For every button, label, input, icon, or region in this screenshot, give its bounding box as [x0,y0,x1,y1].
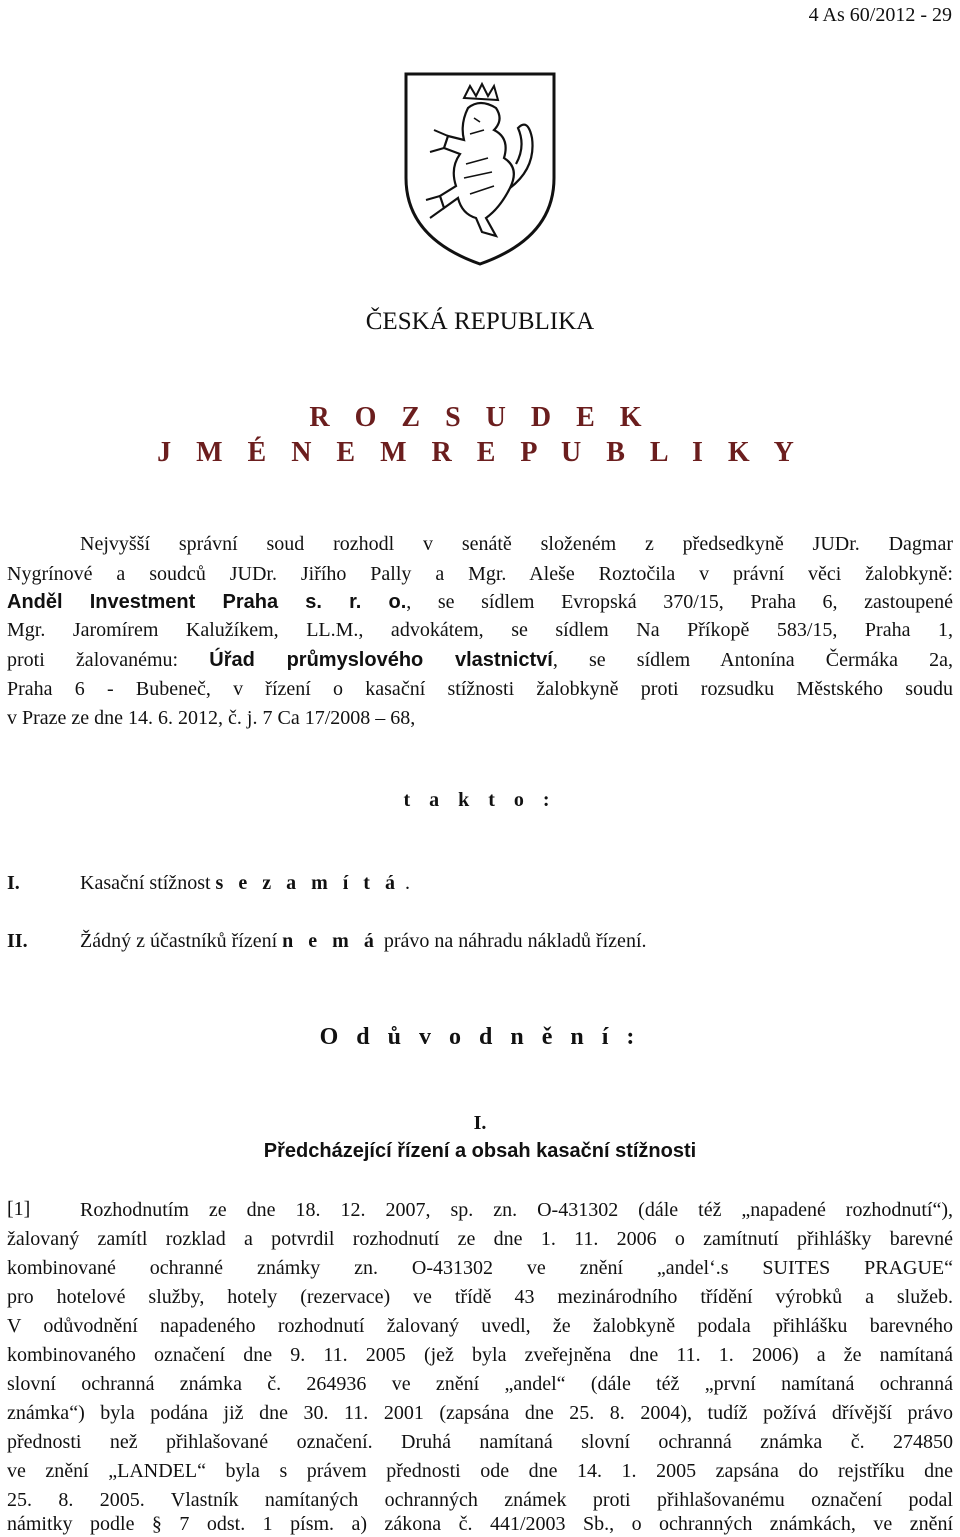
defendant-label: proti žalovanému: [7,649,210,671]
para-line-7: slovní ochranná známka č. 264936 ve znění „andel“ (dále též „první namítaná ochranná [7,1373,953,1395]
defendant-name: Úřad průmyslového vlastnictví [209,649,553,671]
intro-line-2: Nygrínové a soudců JUDr. Jiřího Pally a Mgr. Aleše Roztočila v právní věci žalobkyně: [7,563,953,585]
section-title: Předcházející řízení a obsah kasační stížnosti [263,1140,697,1162]
para-line-6: kombinovaného označení dne 9. 11. 2005 (jež byla zveřejněna dne 11. 1. 2006) a že namítaná [7,1344,953,1366]
para-line-11: 25. 8. 2005. Vlastník namítaných ochranných známek proti přihlašovanému označení podal [7,1489,953,1511]
para-line-2: žalovaný zamítl rozklad a potvrdil rozhodnutí ze dne 1. 11. 2006 o zamítnutí přihlášky barevné [7,1228,953,1250]
country-name: ČESKÁ REPUBLIKA [365,308,595,335]
verdict-item-1: Kasační stížnost s e z a m í t á . [80,872,410,894]
para-line-10: ve znění „LANDEL“ byla s právem přednosti ode dne 14. 1. 2005 zapsána do rejstříku dne [7,1460,953,1482]
reasoning-heading: O d ů v o d n ě n í : [319,1024,641,1050]
plaintiff-name: Anděl Investment Praha s. r. o. [7,591,407,613]
intro-line-7: v Praze ze dne 14. 6. 2012, č. j. 7 Ca 17/2008 – 68, [7,707,416,729]
judgment-heading: R O Z S U D E K [309,402,651,433]
verdict-item-2-number: II. [7,930,28,952]
intro-line-1: Nejvyšší správní soud rozhodl v senátě složeném z předsedkyně JUDr. Dagmar [80,533,953,555]
para-line-5: V odůvodnění napadeného rozhodnutí žalovaný uvedl, že žalobkyně podala přihlášku barevného [7,1315,953,1337]
in-name-of-republic-heading: J M É N E M R E P U B L I K Y [157,437,803,468]
para-line-3: kombinované ochranné známky zn. O-431302 ve znění „andel‘.s SUITES PRAGUE“ [7,1257,953,1279]
intro-line-5 [7,648,953,672]
verdict-item-1-number: I. [7,872,20,894]
takto-heading: t a k t o : [403,789,557,811]
para-line-4: pro hotelové služby, hotely (rezervace) ve třídě 43 mezinárodního třídění výrobků a služeb. [7,1286,953,1308]
verdict-no-right: n e m á [282,930,379,952]
verdict-item-2: Žádný z účastníků řízení n e m á právo na náhradu nákladů řízení. [80,930,647,952]
para-line-9: přednosti než přihlašované označení. Druhá namítaná slovní ochranná známka č. 274850 [7,1431,953,1453]
plaintiff-details: , se sídlem Evropská 370/15, Praha 6, zastoupené [406,591,954,613]
defendant-details: , se sídlem Antonína Čermáka 2a, [552,649,954,671]
verdict-dismissed: s e z a m í t á [215,872,400,894]
intro-line-4: Mgr. Jaromírem Kalužíkem, LL.M., advokátem, se sídlem Na Příkopě 583/15, Praha 1, [7,619,953,641]
para-line-1: Rozhodnutím ze dne 18. 12. 2007, sp. zn. O-431302 (dále též „napadené rozhodnutí“), [80,1199,953,1221]
intro-line-3 [7,590,953,614]
case-reference: 4 As 60/2012 - 29 [808,4,952,26]
paragraph-number: [1] [7,1198,31,1220]
intro-line-6: Praha 6 - Bubeneč, v řízení o kasační stížnosti žalobkyně proti rozsudku Městského soudu [7,678,953,700]
section-number: I. [473,1112,487,1134]
para-line-8: známka“) byla podána již dne 30. 11. 2001 (zapsána dne 25. 8. 2004), tudíž požívá dřívější právo [7,1402,953,1424]
para-line-12: námitky podle § 7 odst. 1 písm. a) zákona č. 441/2003 Sb., o ochranných známkách, ve znění [7,1513,953,1535]
czech-coat-of-arms-icon [400,68,560,268]
